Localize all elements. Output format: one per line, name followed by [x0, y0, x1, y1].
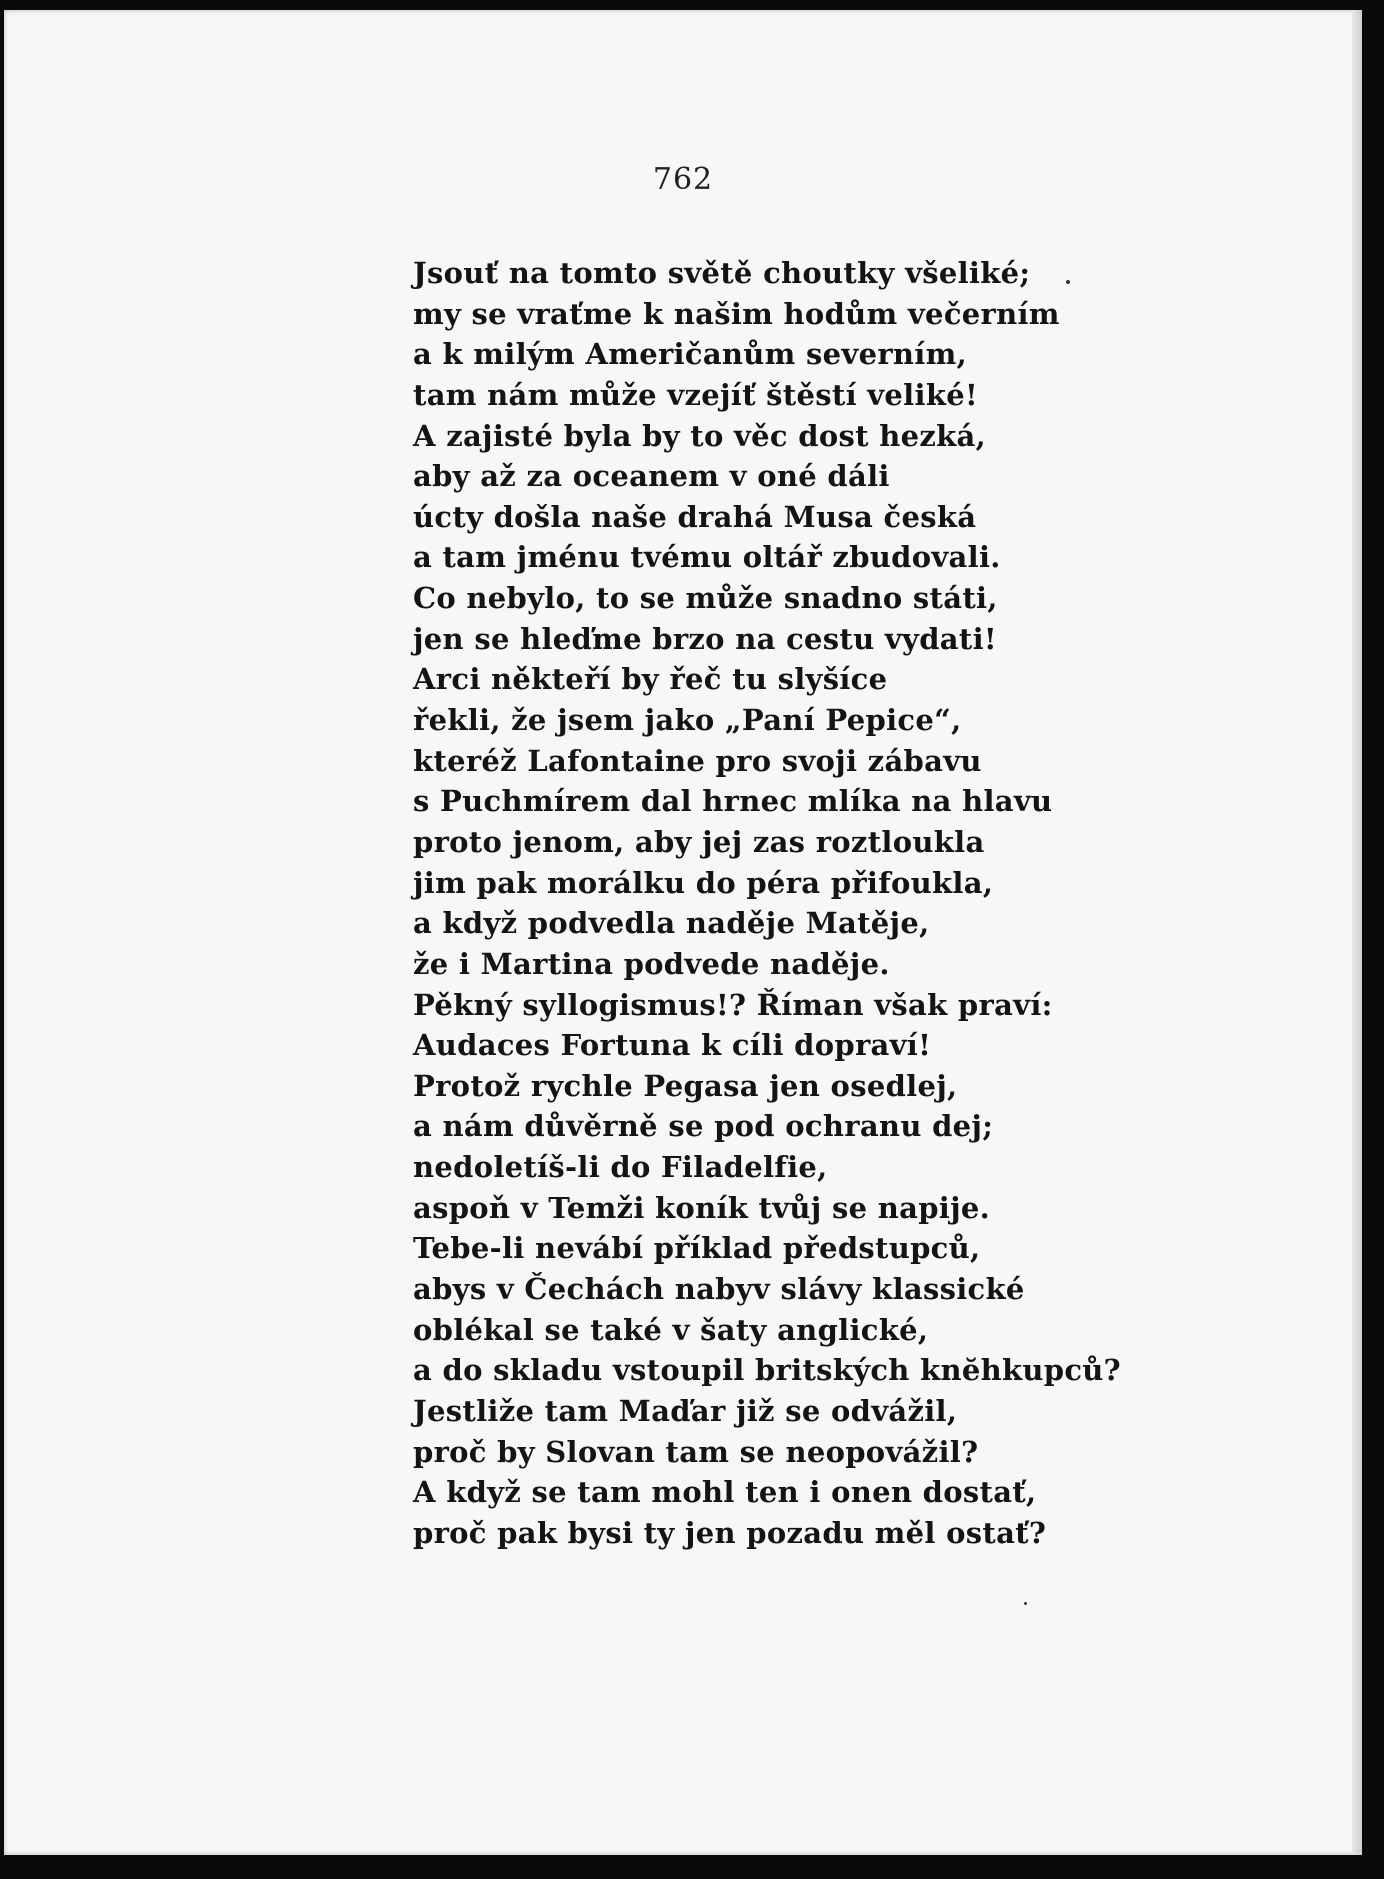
- poem-line: Jestliže tam Maďar již se odvážil,: [413, 1393, 958, 1428]
- poem-line: a k milým Američanům severním,: [413, 337, 967, 372]
- poem-line: a když podvedla naděje Matěje,: [413, 906, 930, 941]
- poem-line: jen se hleďme brzo na cestu vydati!: [413, 621, 997, 656]
- poem-line: řekli, že jsem jako „Paní Pepice“,: [413, 703, 962, 738]
- poem-line: oblékal se také v šaty anglické,: [413, 1312, 929, 1347]
- poem-line: s Puchmírem dal hrnec mlíka na hlavu: [413, 784, 1053, 819]
- page-edge-shadow: [1352, 10, 1362, 1855]
- poem-line: proč pak bysi ty jen pozadu měl ostať?: [413, 1515, 1047, 1550]
- poem-line: Protož rychle Pegasa jen osedlej,: [413, 1068, 958, 1103]
- poem-line: že i Martina podvede naděje.: [413, 946, 890, 981]
- poem-line: Audaces Fortuna k cíli dopraví!: [413, 1028, 932, 1063]
- poem-line: a tam jménu tvému oltář zbudovali.: [413, 540, 1001, 575]
- poem-line: aspoň v Temži koník tvůj se napije.: [413, 1190, 991, 1225]
- poem-line: a nám důvěrně se pod ochranu dej;: [413, 1109, 994, 1144]
- poem-line: Arci někteří by řeč tu slyšíce: [413, 662, 888, 697]
- poem-line: proto jenom, aby jej zas roztloukla: [413, 824, 985, 859]
- poem-line: nedoletíš-li do Filadelfie,: [413, 1150, 828, 1185]
- poem-line: kteréž Lafontaine pro svoji zábavu: [413, 743, 982, 778]
- book-page: [4, 10, 1362, 1855]
- poem-line: Tebe-li nevábí příklad předstupců,: [413, 1231, 981, 1266]
- poem-text: [413, 253, 1121, 1554]
- poem-line: Pěkný syllogismus!? Říman však praví:: [413, 987, 1053, 1022]
- ink-speck: [1024, 1602, 1027, 1605]
- poem-line: úcty došla naše drahá Musa česká: [413, 499, 977, 534]
- poem-line: A když se tam mohl ten i onen dostať,: [413, 1475, 1037, 1510]
- poem-line: proč by Slovan tam se neopovážil?: [413, 1434, 979, 1469]
- page-number: 762: [652, 162, 714, 197]
- poem-line: my se vraťme k našim hodům večerním: [413, 296, 1060, 331]
- ink-speck: [1066, 280, 1070, 284]
- poem-line: aby až za oceanem v oné dáli: [413, 459, 890, 494]
- poem-line: Co nebylo, to se může snadno státi,: [413, 581, 998, 616]
- poem-line: abys v Čechách nabyv slávy klassické: [413, 1272, 1025, 1307]
- poem-line: jim pak morálku do péra přifoukla,: [413, 865, 994, 900]
- poem-line: Jsouť na tomto světě choutky všeliké;: [413, 256, 1031, 290]
- poem-line: a do skladu vstoupil britských knĕhkupců?: [413, 1353, 1121, 1388]
- poem-line: A zajisté byla by to věc dost hezká,: [413, 418, 987, 453]
- poem-line: tam nám může vzejíť štěstí veliké!: [413, 377, 978, 412]
